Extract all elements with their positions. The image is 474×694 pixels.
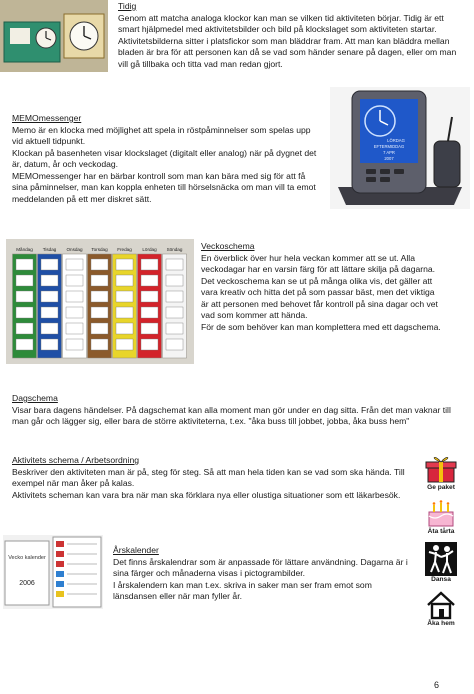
veckoschema-activity-card xyxy=(166,323,183,334)
tidig-clocks-photo xyxy=(0,0,108,72)
veckoschema-activity-card xyxy=(41,323,58,334)
veckoschema-activity-card xyxy=(66,323,83,334)
veckoschema-paragraph: En överblick över hur hela veckan kommer att se ut. Alla veckodagar har en varsin färg för att lättare skilja på dagarna. xyxy=(201,252,436,274)
pictogram-label: Dansa xyxy=(431,576,451,583)
memo-screen-line: 7 APR xyxy=(383,150,395,155)
tidig-paragraph: Aktivitetsbilderna sitter i platsfickor som man bläddrar fram. Att man kan bläddra mellan bladen är bra för att personen kan då se vad som händer senare på dagen, eller om man vill gå tillbaka och titta vad man redan gjort. xyxy=(118,35,457,69)
veckoschema-activity-card xyxy=(116,259,133,270)
veckoschema-activity-card xyxy=(16,323,33,334)
arskalender-cover-year: 2006 xyxy=(19,580,35,587)
pictogram-label: Åka hem xyxy=(427,620,455,627)
veckoschema-activity-card xyxy=(41,291,58,302)
aktivitetsschema-heading: Aktivitets schema / Arbetsordning xyxy=(12,455,140,465)
veckoschema-paragraph: Det veckoschema kan se ut på många olika vis, det gäller att vara kreativ och hitta det på som passar bäst, men det viktiga är att personen med behovet får kontroll på sina dagar och vet vad som kommer att hända. xyxy=(201,275,438,320)
cake-icon xyxy=(425,498,457,528)
veckoschema-activity-card xyxy=(116,339,133,350)
veckoschema-activity-card xyxy=(141,307,158,318)
veckoschema-section xyxy=(201,241,443,333)
aktivitetsschema-paragraph: Aktivitets scheman kan vara bra när man ska förklara nya eller olustiga situationer som ett läkarbesök. xyxy=(12,489,401,500)
pictogram-label: Äta tårta xyxy=(427,528,455,535)
veckoschema-activity-card xyxy=(66,259,83,270)
veckoschema-activity-card xyxy=(41,307,58,318)
arskalender-paragraph: I årskalendern kan man t.ex. skriva in saker man ser fram emot som länsdansen eller när man fyller år. xyxy=(113,579,372,601)
veckoschema-day-label: Fredag xyxy=(117,247,132,252)
veckoschema-activity-card xyxy=(16,339,33,350)
tidig-section xyxy=(118,1,460,70)
veckoschema-activity-card xyxy=(166,307,183,318)
veckoschema-activity-card xyxy=(16,291,33,302)
pictogram-item xyxy=(421,542,461,584)
veckoschema-activity-card xyxy=(116,291,133,302)
veckoschema-activity-card xyxy=(116,275,133,286)
veckoschema-activity-card xyxy=(141,339,158,350)
veckoschema-activity-card xyxy=(66,275,83,286)
veckoschema-day-label: Lördag xyxy=(142,247,157,252)
veckoschema-activity-card xyxy=(141,291,158,302)
pictogram-item xyxy=(421,454,461,492)
veckoschema-day-label: Torsdag xyxy=(91,247,108,252)
memo-screen-line: EFTERMIDDAG xyxy=(373,144,405,149)
dagschema-paragraph: Visar bara dagens händelser. På dagschemat kan alla moment man gör under en dag sitta. Från det man vaknar till man går och lägger sig, eller bara de större aktiviteterna, t.ex. "åka buss till jobbet, jobba, åka buss hem" xyxy=(12,404,451,426)
veckoschema-activity-card xyxy=(166,291,183,302)
veckoschema-activity-card xyxy=(16,275,33,286)
veckoschema-activity-card xyxy=(91,339,108,350)
veckoschema-activity-card xyxy=(141,275,158,286)
gift-icon xyxy=(425,454,457,484)
memo-paragraph: MEMOmessenger har en bärbar kontroll som man kan bära med sig för att få sina påminnelser, man kan koppla enheten till hörselsnäcka om man vill ta emot meddelanden på ett mer diskret sätt. xyxy=(12,170,316,204)
veckoschema-day-label: Tisdag xyxy=(42,247,57,252)
tidig-heading: Tidig xyxy=(118,1,137,11)
veckoschema-activity-card xyxy=(166,259,183,270)
veckoschema-activity-card xyxy=(41,275,58,286)
dagschema-section xyxy=(12,393,464,428)
arskalender-heading: Årskalender xyxy=(113,545,159,555)
veckoschema-activity-card xyxy=(166,275,183,286)
arskalender-photo xyxy=(3,535,103,609)
veckoschema-activity-card xyxy=(16,259,33,270)
veckoschema-day-label: Måndag xyxy=(16,247,33,252)
veckoschema-day-label: Onsdag xyxy=(66,247,83,252)
veckoschema-activity-card xyxy=(141,259,158,270)
pictogram-item xyxy=(421,498,461,536)
veckoschema-activity-card xyxy=(91,275,108,286)
veckoschema-activity-card xyxy=(66,291,83,302)
veckoschema-activity-card xyxy=(141,323,158,334)
memo-screen-line: 2007 xyxy=(384,156,394,161)
dagschema-heading: Dagschema xyxy=(12,393,58,403)
arskalender-paragraph: Det finns årskalendrar som är anpassade för lättare användning. Dagarna är i sina färger och månaderna visas i pictogrambilder. xyxy=(113,556,408,578)
veckoschema-activity-card xyxy=(91,307,108,318)
house-icon xyxy=(425,590,457,620)
memo-section xyxy=(12,113,318,205)
memo-paragraph: Memo är en klocka med möjlighet att spela in röstpåminnelser som spelas upp vid aktuell tidpunkt. xyxy=(12,124,311,146)
veckoschema-activity-card xyxy=(91,323,108,334)
veckoschema-heading: Veckoschema xyxy=(201,241,255,251)
veckoschema-activity-card xyxy=(116,323,133,334)
veckoschema-activity-card xyxy=(91,291,108,302)
veckoschema-activity-card xyxy=(91,259,108,270)
veckoschema-activity-card xyxy=(66,307,83,318)
veckoschema-activity-card xyxy=(16,307,33,318)
veckoschema-activity-card xyxy=(41,259,58,270)
memo-screen-line: LÖRDAG xyxy=(387,138,405,143)
page-number: 6 xyxy=(434,680,440,690)
memo-heading: MEMOmessenger xyxy=(12,113,82,123)
dance-icon xyxy=(425,542,457,576)
pictogram-column xyxy=(421,454,461,634)
veckoschema-activity-card xyxy=(41,339,58,350)
pictogram-item xyxy=(421,590,461,628)
veckoschema-photo xyxy=(6,239,194,364)
memo-paragraph: Klockan på basenheten visar klockslaget (digitalt eller analog) när på dygnet det är, datum, år och veckodag. xyxy=(12,147,317,169)
arskalender-cover-title: Vecko kalender xyxy=(8,555,46,561)
veckoschema-activity-card xyxy=(66,339,83,350)
memo-device-photo xyxy=(330,87,470,209)
pictogram-label: Ge paket xyxy=(427,484,455,491)
tidig-paragraph: Genom att matcha analoga klockor kan man se vilken tid aktiviteten börjar. Tidig är ett smart hjälpmedel med aktivitetsbilder och bild på klockslaget som aktiviteten startar. xyxy=(118,12,444,34)
veckoschema-activity-card xyxy=(116,307,133,318)
aktivitetsschema-paragraph: Beskriver den aktiviteten man är på, steg för steg. Så att man hela tiden kan se vad som ska hända. Till exempel när man åker på kalas. xyxy=(12,466,405,488)
veckoschema-paragraph: För de som behöver kan man komplettera med ett dagschema. xyxy=(201,321,441,332)
aktivitetsschema-section xyxy=(12,455,412,501)
veckoschema-activity-card xyxy=(166,339,183,350)
arskalender-section xyxy=(113,545,413,603)
veckoschema-day-label: Söndag xyxy=(166,247,183,252)
